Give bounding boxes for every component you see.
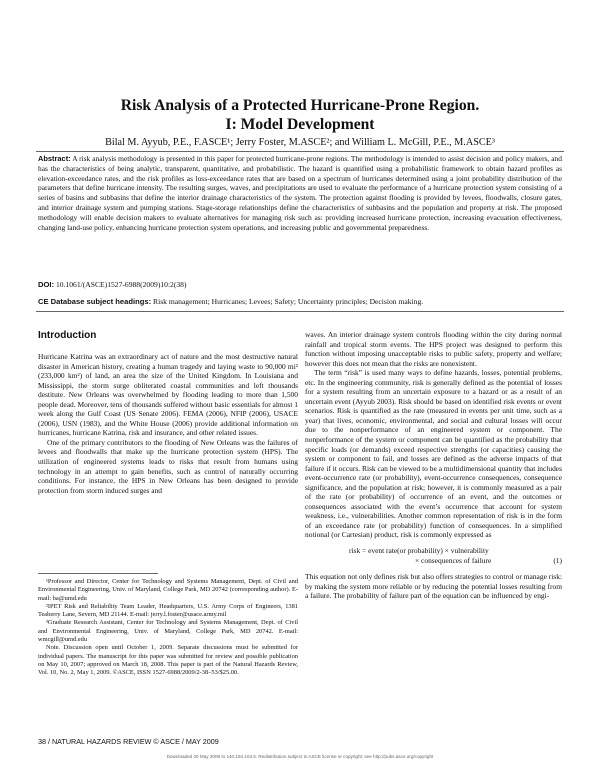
equation-line-1: risk = event rate(or probability) × vulnerability [349, 546, 489, 556]
footnote-3: ³Graduate Research Assistant, Center for Technology and Systems Management, Dept. of Civil and Environmental Engineering, Univ. of Maryland, College Park, MD 20742. E-mail: wmcgill@umd.edu [38, 619, 298, 644]
footnotes [38, 578, 298, 678]
left-paragraph-1: Hurricane Katrina was an extraordinary act of nature and the most destructive natural disaster in American history, creating a human tragedy and laying waste to 90,000 mi² (233,000 km²) of land, an area the size of the United Kingdom. In Louisiana and Mississippi, the storm surge obliterated coastal communities and left thousands destitute. New Orleans was overwhelmed by flooding leading to more than 1,500 people dead. Moreover, tens of thousands suffered without basic essentials for almost 1 week along the Gulf Coast (US Senate 2006). FEMA (2006), NFIP (2006), USACE (2006), USN (1983), and the White House (2006) provide additional information on hurricanes, hurricane Katrina, risk and insurance, and other related issues. [38, 352, 298, 438]
right-paragraph-1: waves. An interior drainage system controls flooding within the city during normal rainfall and tropical storm events. The HPS project was designed to perform this function without imposing unacceptable risks to public safety, property and welfare; however this does not mean that the risks are nonexistent. [305, 330, 562, 368]
download-note: Downloaded 20 May 2009 to 140.194.103.5. Redistribution subject to ASCE license or copyright; see http://pubs.asce.org/copyright [166, 754, 434, 759]
footnote-1: ¹Professor and Director, Center for Technology and Systems Management, Dept. of Civil and Environmental Engineering, Univ. of Maryland, College Park, MD 20742 (corresponding author). E-mail: ba@umd.edu [38, 578, 298, 602]
right-paragraph-3: This equation not only defines risk but also offers strategies to control or manage risk: by making the system more reliable or by reducing the potential losses resulting from a failure. The probability of failure part of the equation can be influenced by engi- [305, 572, 562, 601]
paper-title [40, 96, 560, 134]
introduction-heading: Introduction [38, 330, 97, 341]
doi-value[interactable]: 10.1061/(ASCE)1527-6988(2009)10:2(38) [55, 280, 187, 289]
authors: Bilal M. Ayyub, P.E., F.ASCE¹; Jerry Foster, M.ASCE²; and William L. McGill, P.E., M.ASCE³ [105, 137, 495, 148]
subject-headings-label: CE Database subject headings: [38, 297, 152, 306]
abstract-text: A risk analysis methodology is presented in this paper for protected hurricane-prone regions. The methodology is intended to assist decision and policy makers, and has the characteristics of being analytic, transparent, quantitative, and probabilistic. The hazard is quantified using a probabilistic framework to obtain hazard profiles as elevation-exceedance rates, and the risk profiles as loss-exceedance rates that are based on a spectrum of hurricanes determined using a joint probability distribution of the parameters that define hurricane intensity. The resulting surges, waves, and precipitations are used to evaluate the performance of a hurricane protection system consisting of a series of basins and subbasins that define the interior drainage characteristics of the system. The protection against flooding is provided by levees, floodwalls, closure gates, and interior drainage system and pumping stations. Stage-storage relationships define the characteristics of subbasins and the population and property at risk. The proposed methodology will enable decision makers to evaluate alternatives for managing risk such as: providing increased hurricane protection, increasing evacuation effectiveness, changing land-use policy, enhancing hurricane protection system operations, and increasing public and governmental preparedness. [38, 154, 562, 232]
doi-label: DOI: [38, 280, 55, 289]
footnote-2: ²IPET Risk and Reliability Team Leader, Headquarters, U.S. Army Corps of Engineers, 1381 Teaberry Lane, Severn, MD 21144. E-mail: jerry.l.foster@usace.army.mil [38, 602, 298, 619]
subject-headings-value: Risk management; Hurricanes; Levees; Safety; Uncertainty principles; Decision making. [153, 297, 424, 306]
right-paragraph-2: The term “risk” is used many ways to define hazards, losses, potential problems, etc. In the engineering community, risk is generally defined as the potential of losses for a system resulting from an uncertain exposure to a hazard or as a result of an uncertain event (Ayyub 2003). Risk should be based on identified risk events or event scenarios. Risk is quantified as the rate (measured in events per unit time, such as a year) that lives, economic, environmental, and social and cultural losses will occur due to the nonperformance of an engineered system or component. The nonperformance of the system or component can be quantified as the probability that specific loads (or demands) exceed respective strengths (or capacities) causing the system or component to fail, and losses are defined as the adverse impacts of that failure if it occurs. Risk can be viewed to be a multidimensional quantity that includes event-occurrence rate (or probability), event-occurrence consequences, consequence significance, and the population at risk; however, it is commonly measured as a pair of the rate (or probability) of occurrence of an event, and the outcomes or consequences associated with the event’s occurrence that account for system weakness, i.e., vulnerabilities. Another common representation of risk is in the form of an exceedance rate (or probability) function of consequences. In a simplified notional (or Cartesian) product, risk is commonly expressed as [305, 368, 562, 540]
footnote-rule [38, 573, 158, 574]
doi [38, 280, 187, 289]
page-footer: 38 / NATURAL HAZARDS REVIEW © ASCE / MAY 2009 [38, 737, 219, 746]
title-line-2: I: Model Development [225, 116, 375, 133]
equation-line-2-row [305, 556, 562, 566]
left-paragraph-2: One of the primary contributors to the flooding of New Orleans was the failures of levees and floodwalls that make up the hurricane protection system (HPS). The utilization of engineered systems leads to risks that result from humans using technology in an attempt to gain benefits, such as control of naturally occurring conditions. For instance, the HPS in New Orleans has been designed to provide protection from storm induced surges and [38, 437, 298, 495]
abstract-top-rule [36, 151, 564, 152]
equation-line-2: × consequences of failure [415, 556, 492, 566]
footnote-4: Note. Discussion open until October 1, 2009. Separate discussions must be submitted for individual papers. The manuscript for this paper was submitted for review and possible publication on May 10, 2007; approved on March 18, 2008. This paper is part of the Natural Hazards Review, Vol. 10, No. 2, May 1, 2009. ©ASCE, ISSN 1527-6988/2009/2-38–53/$25.00. [38, 644, 298, 677]
right-column [305, 330, 562, 601]
equation-number: (1) [553, 556, 562, 566]
subject-headings [38, 297, 423, 306]
abstract-bottom-rule [36, 311, 564, 312]
left-column [38, 352, 298, 495]
title-line-1: Risk Analysis of a Protected Hurricane-Prone Region. [120, 97, 480, 114]
equation-1 [305, 546, 562, 566]
abstract [38, 154, 562, 232]
abstract-label: Abstract: [38, 154, 71, 163]
